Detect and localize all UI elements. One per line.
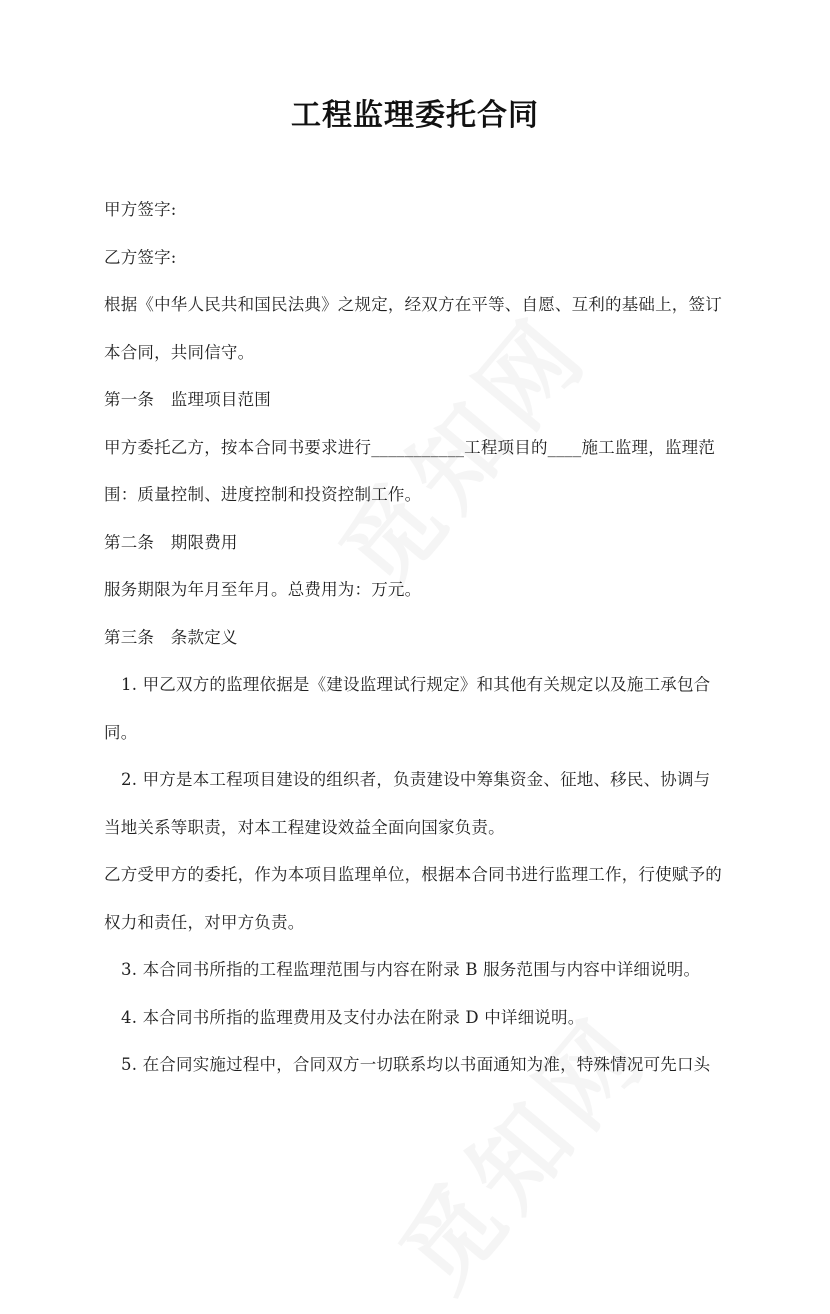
party-b-signature: 乙方签字: [104, 247, 177, 267]
article-3-heading: 第三条 条款定义 [104, 627, 238, 647]
article-3-item-1: 1. 甲乙双方的监理依据是《建设监理试行规定》和其他有关规定以及施工承包合同。 [104, 675, 711, 742]
article-3-item-5: 5. 在合同实施过程中，合同双方一切联系均以书面通知为准，特殊情况可先口头 [121, 1055, 711, 1074]
article-1-text: 甲方委托乙方，按本合同书要求进行___________工程项目的____施工监理，监理范围：质量控制、进度控制和投资控制工作。 [104, 437, 716, 504]
document-body [104, 186, 726, 1089]
article-2-text: 服务期限为年月至年月。总费用为：万元。 [104, 580, 422, 599]
article-2-heading: 第二条 期限费用 [104, 532, 238, 552]
article-3-item-3: 3. 本合同书所指的工程监理范围与内容在附录 B 服务范围与内容中详细说明。 [121, 960, 701, 979]
article-3-item-2: 2. 甲方是本工程项目建设的组织者，负责建设中筹集资金、征地、移民、协调与当地关系等职责，对本工程建设效益全面向国家负责。 [104, 770, 711, 837]
party-b-role-paragraph: 乙方受甲方的委托，作为本项目监理单位，根据本合同书进行监理工作，行使赋予的权力和责任，对甲方负责。 [104, 865, 722, 932]
intro-paragraph: 根据《中华人民共和国民法典》之规定，经双方在平等、自愿、互利的基础上，签订本合同，共同信守。 [104, 295, 722, 362]
document-title: 工程监理委托合同 [291, 98, 539, 133]
article-3-item-4: 4. 本合同书所指的监理费用及支付办法在附录 D 中详细说明。 [121, 1007, 585, 1027]
party-a-signature: 甲方签字: [104, 200, 177, 219]
article-1-heading: 第一条 监理项目范围 [104, 390, 271, 409]
